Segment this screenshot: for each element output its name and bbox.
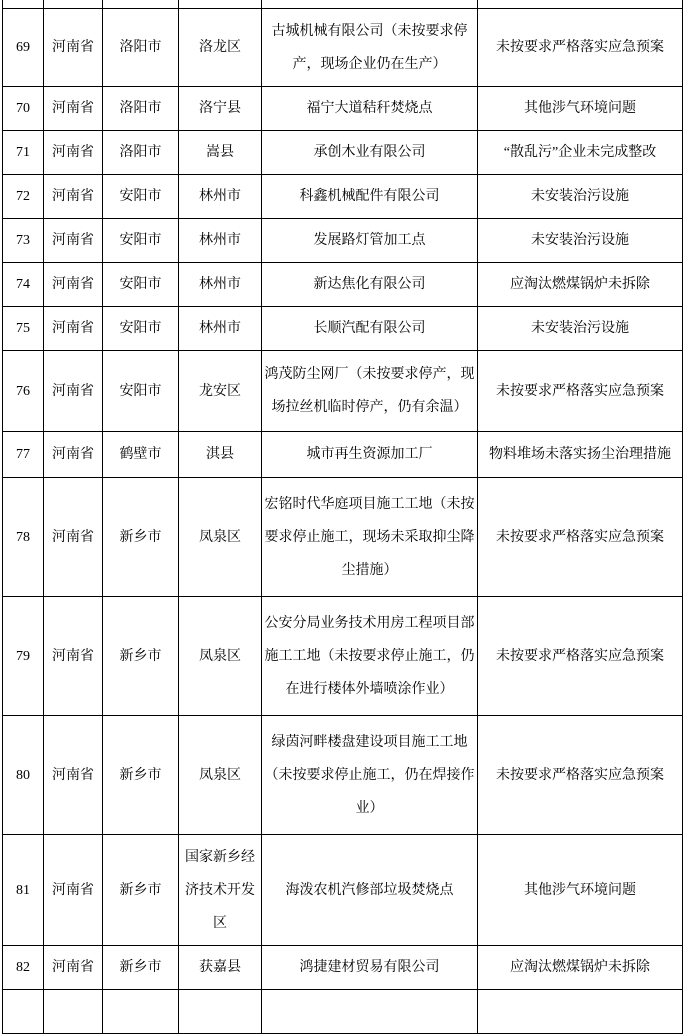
cell-number: 79 [3,597,44,716]
cell-city: 洛阳市 [103,9,179,87]
cell-issue: 应淘汰燃煤锅炉未拆除 [478,946,683,990]
clipped-row-bottom [3,990,683,1034]
cell-empty [179,0,262,9]
cell-city: 安阳市 [103,219,179,263]
cell-empty [3,0,44,9]
cell-district: 洛龙区 [179,9,262,87]
cell-district: 嵩县 [179,131,262,175]
cell-district: 林州市 [179,175,262,219]
table-row [3,9,683,87]
cell-site-name: 公安分局业务技术用房工程项目部施工工地（未按要求停止施工，仍在进行楼体外墙喷涂作业） [262,597,478,716]
cell-district: 获嘉县 [179,946,262,990]
cell-province: 河南省 [44,307,103,351]
cell-number: 80 [3,716,44,835]
table-row [3,432,683,478]
cell-number: 82 [3,946,44,990]
cell-number: 70 [3,87,44,131]
cell-site-name: 宏铭时代华庭项目施工工地（未按要求停止施工，现场未采取抑尘降尘措施） [262,478,478,597]
cell-site-name: 承创木业有限公司 [262,131,478,175]
cell-site-name: 鸿茂防尘网厂（未按要求停产，现场拉丝机临时停产，仍有余温） [262,351,478,432]
cell-province: 河南省 [44,219,103,263]
cell-site-name: 科鑫机械配件有限公司 [262,175,478,219]
table-row [3,175,683,219]
cell-empty [103,0,179,9]
cell-province: 河南省 [44,946,103,990]
cell-province: 河南省 [44,716,103,835]
cell-issue: 物料堆场未落实扬尘治理措施 [478,432,683,478]
cell-district: 林州市 [179,307,262,351]
cell-issue: 未安装治污设施 [478,307,683,351]
cell-number: 72 [3,175,44,219]
cell-number: 71 [3,131,44,175]
table-row [3,87,683,131]
cell-city: 安阳市 [103,175,179,219]
cell-city: 新乡市 [103,478,179,597]
cell-empty [478,0,683,9]
cell-city: 安阳市 [103,263,179,307]
cell-site-name: 绿茵河畔楼盘建设项目施工工地（未按要求停止施工，仍在焊接作业） [262,716,478,835]
cell-city: 新乡市 [103,597,179,716]
cell-issue: 未安装治污设施 [478,175,683,219]
cell-city: 新乡市 [103,835,179,946]
cell-city: 洛阳市 [103,131,179,175]
cell-city: 洛阳市 [103,87,179,131]
cell-issue: 未按要求严格落实应急预案 [478,9,683,87]
cell-district: 凤泉区 [179,716,262,835]
cell-province: 河南省 [44,131,103,175]
cell-city: 新乡市 [103,946,179,990]
cell-empty [44,990,103,1034]
cell-empty [478,990,683,1034]
table-row [3,478,683,597]
cell-issue: 未按要求严格落实应急预案 [478,716,683,835]
cell-site-name: 新达焦化有限公司 [262,263,478,307]
cell-city: 鹤壁市 [103,432,179,478]
cell-site-name: 福宁大道秸秆焚烧点 [262,87,478,131]
cell-empty [3,990,44,1034]
cell-issue: “散乱污”企业未完成整改 [478,131,683,175]
cell-site-name: 海泼农机汽修部垃圾焚烧点 [262,835,478,946]
cell-issue: 未安装治污设施 [478,219,683,263]
cell-province: 河南省 [44,597,103,716]
cell-province: 河南省 [44,263,103,307]
cell-site-name: 鸿捷建材贸易有限公司 [262,946,478,990]
cell-district: 洛宁县 [179,87,262,131]
violation-report-table [2,0,683,1034]
cell-number: 77 [3,432,44,478]
cell-empty [262,990,478,1034]
cell-province: 河南省 [44,87,103,131]
table-row [3,219,683,263]
report-table-wrap [2,0,682,1034]
table-row [3,597,683,716]
cell-district: 林州市 [179,219,262,263]
cell-province: 河南省 [44,835,103,946]
cell-number: 78 [3,478,44,597]
cell-issue: 未按要求严格落实应急预案 [478,597,683,716]
cell-number: 73 [3,219,44,263]
cell-empty [179,990,262,1034]
cell-site-name: 古城机械有限公司（未按要求停产，现场企业仍在生产） [262,9,478,87]
cell-number: 74 [3,263,44,307]
cell-site-name: 城市再生资源加工厂 [262,432,478,478]
cell-issue: 未按要求严格落实应急预案 [478,478,683,597]
cell-site-name: 长顺汽配有限公司 [262,307,478,351]
cell-city: 新乡市 [103,716,179,835]
table-row [3,307,683,351]
cell-number: 69 [3,9,44,87]
table-row [3,263,683,307]
cell-province: 河南省 [44,351,103,432]
cell-number: 81 [3,835,44,946]
table-row [3,351,683,432]
cell-district: 林州市 [179,263,262,307]
cell-province: 河南省 [44,432,103,478]
cell-district: 国家新乡经济技术开发区 [179,835,262,946]
cell-site-name: 发展路灯管加工点 [262,219,478,263]
cell-number: 76 [3,351,44,432]
cell-province: 河南省 [44,478,103,597]
table-row [3,835,683,946]
cell-city: 安阳市 [103,351,179,432]
table-row [3,131,683,175]
cell-district: 凤泉区 [179,597,262,716]
clipped-row-top [3,0,683,9]
table-body [3,0,683,1034]
cell-province: 河南省 [44,175,103,219]
cell-empty [44,0,103,9]
cell-empty [262,0,478,9]
cell-district: 龙安区 [179,351,262,432]
cell-issue: 其他涉气环境问题 [478,835,683,946]
cell-issue: 其他涉气环境问题 [478,87,683,131]
cell-district: 凤泉区 [179,478,262,597]
cell-issue: 未按要求严格落实应急预案 [478,351,683,432]
cell-city: 安阳市 [103,307,179,351]
cell-province: 河南省 [44,9,103,87]
cell-empty [103,990,179,1034]
table-row [3,946,683,990]
cell-number: 75 [3,307,44,351]
table-row [3,716,683,835]
cell-issue: 应淘汰燃煤锅炉未拆除 [478,263,683,307]
cell-district: 淇县 [179,432,262,478]
